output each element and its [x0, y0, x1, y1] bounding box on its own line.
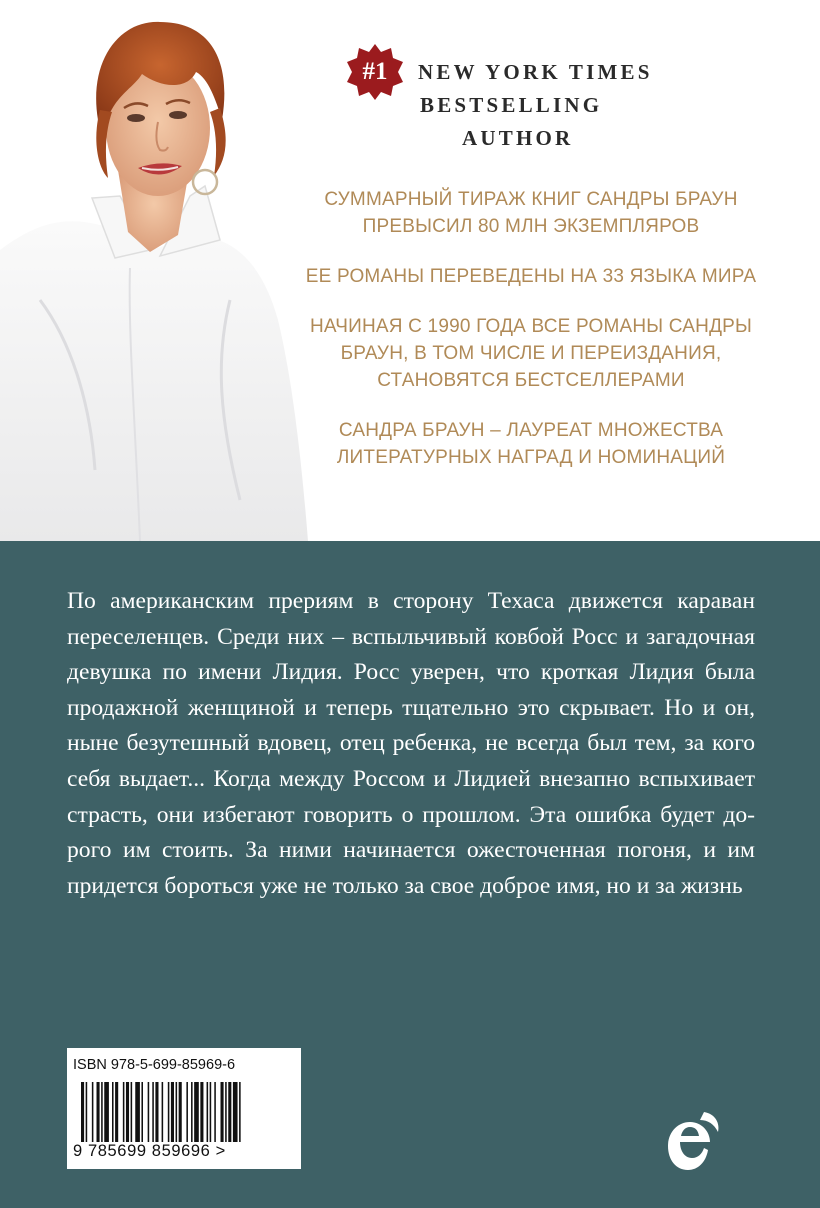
fact-translations: ЕЕ РОМАНЫ ПЕРЕВЕДЕНЫ НА 33 ЯЗЫКА МИРА	[305, 266, 757, 287]
author-facts	[300, 186, 762, 494]
top-panel	[0, 0, 820, 541]
fact-circulation: СУММАРНЫЙ ТИРАЖ КНИГ САНДРЫ БРАУН ПРЕВЫСИЛ 80 МЛН ЭКЗЕМПЛЯРОВ	[324, 189, 738, 237]
isbn-text: ISBN 978-5-699-85969-6	[73, 1057, 236, 1073]
nyt-bestselling-author	[418, 56, 708, 155]
nyt-line-1: NEW YORK TIMES	[418, 60, 653, 84]
fact-bestsellers: НАЧИНАЯ С 1990 ГОДА ВСЕ РОМАНЫ САНДРЫ БРАУН, В ТОМ ЧИСЛЕ И ПЕРЕИЗДАНИЯ, СТАНОВЯТСЯ БЕСТСЕЛЛЕРАМИ	[309, 316, 753, 391]
nyt-line-3: AUTHOR	[462, 126, 574, 150]
nyt-line-2: BESTSELLING	[420, 93, 603, 117]
badge-label: #1	[362, 58, 388, 85]
book-annotation: По американским прериям в сторону Техаса движется караван переселенцев. Среди них – вспыльчивый ковбой Росс и загадочная девушка по имени Лидия. Росс уверен, что кроткая Лидия была продажной женщиной и теперь тщательно это скрывает. Но и он, ныне безутешный вдовец, отец ребенка, не всегда был тем, за кого себя выдает... Когда между Россом и Лидией внезапно вспыхивает страсть, они избегают говорить о прошлом. Эта ошибка будет дорого им стоить. За ними начинается ожесточенная погоня, и им придется бороться уже не только за свое доброе имя, но и за жизнь	[67, 588, 755, 899]
author-portrait-image	[0, 0, 320, 541]
fact-awards: САНДРА БРАУН – ЛАУРЕАТ МНОЖЕСТВА ЛИТЕРАТУРНЫХ НАГРАД И НОМИНАЦИЙ	[336, 420, 726, 468]
ean-digits: 9 785699 859696 >	[73, 1142, 226, 1160]
eksmo-e-logo-icon	[664, 1110, 722, 1176]
barcode-box	[67, 1048, 301, 1169]
